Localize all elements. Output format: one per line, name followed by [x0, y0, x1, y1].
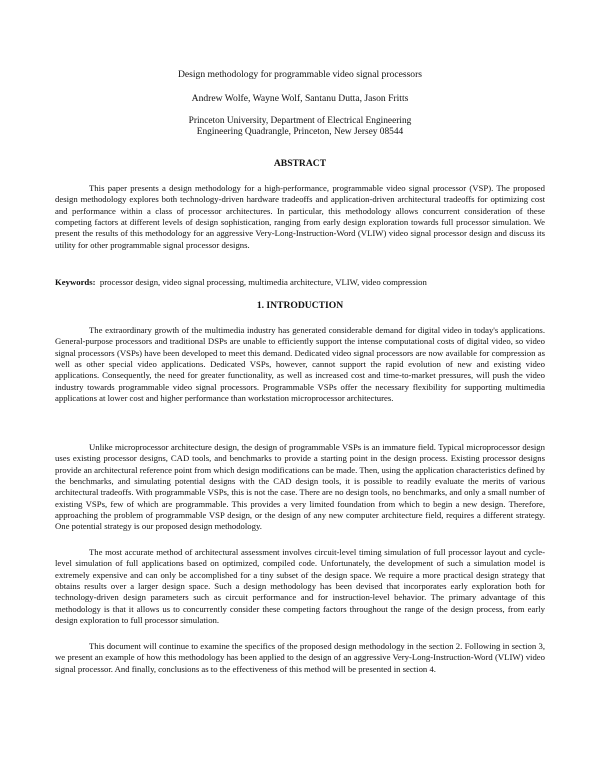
keywords-line — [55, 277, 545, 288]
affiliation — [0, 116, 600, 138]
paper-title: Design methodology for programmable video signal processors — [177, 69, 423, 80]
abstract-heading: ABSTRACT — [273, 158, 327, 169]
intro-paragraph-1: The extraordinary growth of the multimedia industry has generated considerable demand for digital video in today's applications. General-purpose processors and traditional DSPs are unable to efficiently support the intense computational costs of digital video, so video signal processors (VSPs) have been developed to meet this demand. Dedicated video signal processors are now available for compression as well as other special video applications. Dedicated VSPs, however, cannot support the rapid evolution of new and existing video applications. Consequently, the need for greater functionality, as well as increased cost and time-to-market pressures, will push the video industry towards programmable video signal processors. Programmable VSPs offer the necessary flexibility for supporting multimedia applications at lower cost and higher performance than workstation microprocessor architectures. — [55, 325, 545, 404]
affiliation-line-2: Engineering Quadrangle, Princeton, New Jersey 08544 — [196, 127, 404, 137]
intro-paragraph-3: The most accurate method of architectural assessment involves circuit-level timing simulation of full processor layout and cycle-level simulation of full applications based on optimized, compiled code. Unfortunately, the development of such a simulation model is extremely expensive and can only be accomplished for a tiny subset of the design space. We require a more practical design strategy that obtains results over a larger design space. Such a design methodology has been devised that incorporates early exploration both for technology-driven design parameters such as circuit performance and for instruction-level behavior. The primary advantage of this methodology is that it allows us to concurrently consider these competing factors throughout the range of the design process, from early design exploration to full processor simulation. — [55, 547, 545, 626]
affiliation-line-1: Princeton University, Department of Electrical Engineering — [188, 116, 412, 126]
keywords-text: processor design, video signal processing, multimedia architecture, VLIW, video compression — [99, 277, 427, 287]
keywords-label: Keywords: — [55, 277, 96, 287]
introduction-heading: 1. INTRODUCTION — [256, 300, 344, 311]
intro-paragraph-4: This document will continue to examine the specifics of the proposed design methodology in the section 2. Following in section 3, we present an example of how this methodology has been applied to the design of an aggressive Very-Long-Instruction-Word (VLIW) video signal processor. And finally, conclusions as to the effectiveness of this method will be presented in section 4. — [55, 641, 545, 674]
author-list: Andrew Wolfe, Wayne Wolf, Santanu Dutta, Jason Fritts — [191, 93, 409, 104]
intro-paragraph-2: Unlike microprocessor architecture design, the design of programmable VSPs is an immature field. Typical microprocessor design uses existing processor designs, CAD tools, and benchmarks to provide a starting point in the design process. Existing processor designs provide an architectural reference point from which design modifications can be made. Then, using the application characteristics defined by the benchmarks, and simulating potential designs with the CAD design tools, it is possible to readily evaluate the merits of various architectural tradeoffs. With programmable VSPs, this is not the case. There are no design tools, no benchmarks, and only a small number of existing VSPs, few of which are programmable. This provides a very limited foundation from which to begin a new design. Therefore, approaching the problem of programmable VSP design, or the design of any new computer architecture field, requires a different strategy. One potential strategy is our proposed design methodology. — [55, 442, 545, 532]
abstract-text: This paper presents a design methodology for a high-performance, programmable video signal processor (VSP). The proposed design methodology explores both technology-driven hardware tradeoffs and application-driven architectural tradeoffs for optimizing cost and performance within a class of processor architectures. In particular, this methodology allows concurrent consideration of these competing factors at different levels of design sophistication, ranging from early design exploration towards full processor simulation. We present the results of this methodology for an aggressive Very-Long-Instruction-Word (VLIW) video signal processor design and discuss its utility for other programmable signal processor designs. — [55, 183, 545, 250]
